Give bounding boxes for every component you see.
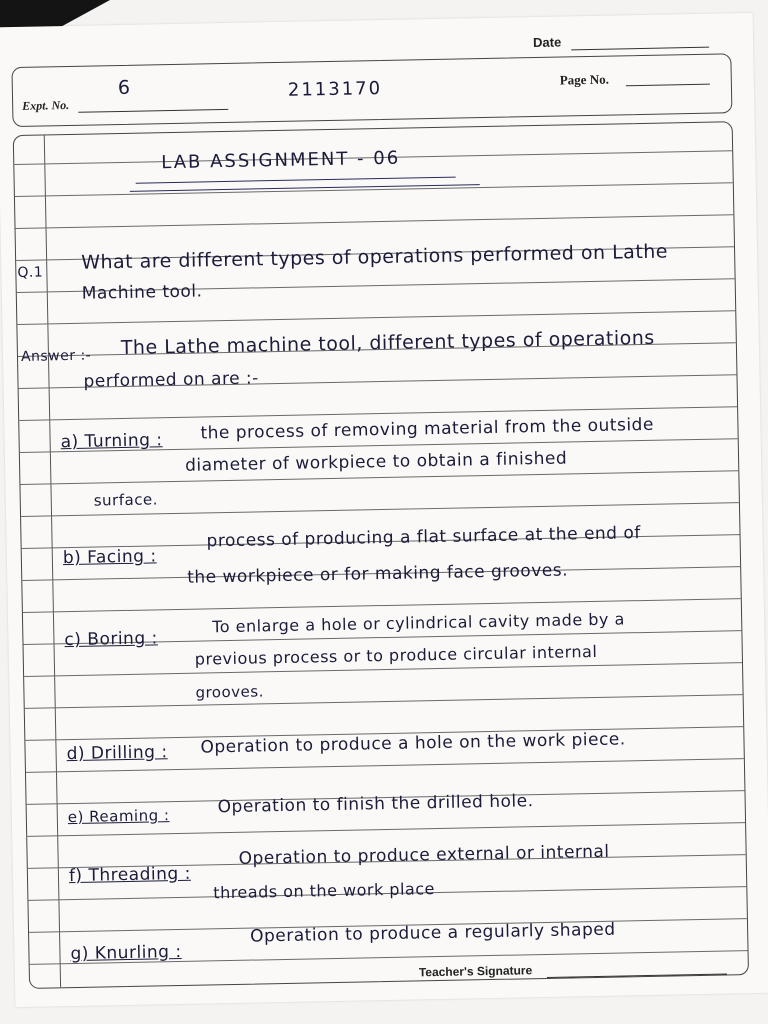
question-marker: Q.1: [17, 264, 44, 281]
item-text-turning-1: the process of removing material from the outside: [200, 414, 655, 444]
item-text-facing-1: process of producing a flat surface at the end of: [206, 523, 641, 552]
assignment-title: LAB ASSIGNMENT - 06: [161, 147, 401, 174]
item-text-boring-1: To enlarge a hole or cylindrical cavity made by a: [212, 609, 625, 637]
item-label-reaming: e) Reaming :: [67, 806, 170, 827]
ruled-line: [25, 694, 743, 709]
expt-label: Expt. No.: [22, 97, 70, 113]
page-label: Page No.: [559, 71, 610, 88]
item-text-turning-3: surface.: [93, 490, 159, 510]
answer-line-1: The Lathe machine tool, different types of operations: [120, 326, 655, 360]
item-text-threading-1: Operation to produce external or internal: [238, 841, 610, 869]
ruled-line: [17, 310, 735, 325]
question-line-2: Machine tool.: [81, 281, 203, 304]
ruled-line: [16, 214, 734, 229]
item-text-knurling-1: Operation to produce a regularly shaped: [249, 919, 616, 947]
ruled-line: [20, 470, 738, 485]
teacher-signature-label: Teacher's Signature: [418, 963, 533, 980]
ruled-line: [15, 182, 733, 197]
roll-number: 2113170: [287, 77, 383, 101]
item-label-facing: b) Facing :: [62, 546, 157, 569]
date-line: [571, 47, 709, 51]
expt-value: 6: [117, 76, 131, 100]
margin-line: [44, 135, 61, 987]
item-text-drilling-1: Operation to produce a hole on the work piece.: [200, 729, 626, 758]
item-label-knurling: g) Knurling :: [70, 941, 182, 965]
answer-line-2: performed on are :-: [83, 368, 260, 392]
item-label-turning: a) Turning :: [60, 430, 163, 453]
item-label-boring: c) Boring :: [64, 628, 158, 651]
item-text-facing-2: the workpiece or for making face grooves.: [187, 560, 569, 588]
item-label-threading: f) Threading :: [68, 863, 192, 887]
answer-marker: Answer :-: [20, 347, 92, 365]
question-line-1: What are different types of operations performed on Lathe: [80, 240, 669, 274]
item-text-reaming-1: Operation to finish the drilled hole.: [217, 791, 534, 818]
item-text-boring-2: previous process or to produce circular internal: [194, 641, 598, 669]
item-label-drilling: d) Drilling :: [66, 742, 168, 765]
date-label: Date: [532, 34, 562, 51]
item-text-boring-3: grooves.: [195, 682, 265, 702]
notebook-page: [0, 13, 768, 1007]
item-text-turning-2: diameter of workpiece to obtain a finished: [184, 448, 568, 476]
item-text-threading-2: threads on the work place: [213, 879, 436, 903]
ruled-line: [23, 598, 741, 613]
